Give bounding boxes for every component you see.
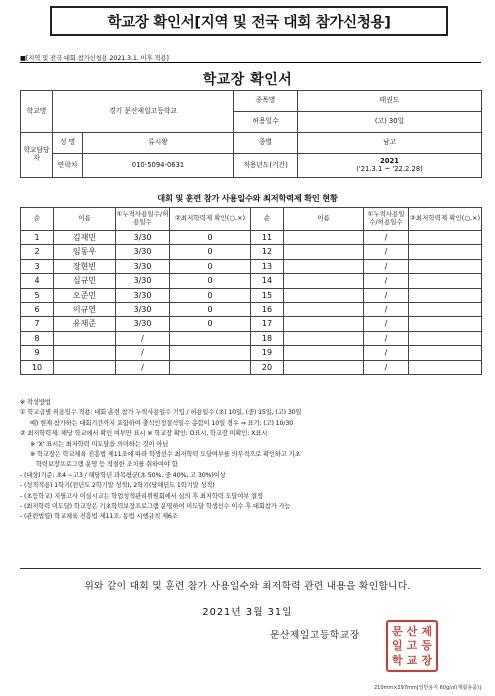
confirm-date: 2021년 3월 31일 [202,607,293,618]
school-label: 학교명 [21,91,53,133]
athlete-name [54,331,116,345]
days-used: 3/30 [116,302,170,316]
header-name: 이름 [54,208,116,231]
row-no: 8 [21,331,54,345]
confirm-statement: 위와 같이 대회 및 훈련 참가 사용일수와 최저학력 관련 내용을 확인합니다. [84,581,411,592]
days-used: 3/30 [116,274,170,288]
min-achievement [409,302,482,316]
note-2c: 학력보장프로그램 운영 등 적절한 조치를 취하여야 함 [36,461,178,469]
year-value: 2021 [380,156,399,165]
row-no: 6 [21,302,54,316]
year-label: 적용년도(기간) [234,154,298,178]
seal-char: 제 [421,624,432,638]
min-achievement: 0 [170,274,251,288]
days-used: / [364,288,409,302]
seal-char: 일 [392,639,403,653]
min-achievement [409,360,482,374]
athlete-name: 장현빈 [54,259,116,273]
days-used: 3/30 [116,245,170,259]
event-label: 종목명 [234,91,298,112]
section-title: 대회 및 훈련 참가 사용일수와 최저학력제 확인 현황 [157,193,338,203]
min-achievement [409,288,482,302]
min-achievement [409,245,482,259]
days-used: 3/30 [116,317,170,331]
min-achievement [409,274,482,288]
table-row [21,274,482,288]
note-2b: ※ 학교장은 학교체육 진흥법 제11조에 따라 학생선수 최저학력 도달여부를 의무적으로 확인하고 기초 [30,451,301,459]
header-days: ①누적사용일수/허용일수 [364,208,409,231]
table-row [21,331,482,345]
min-achievement: 0 [170,317,251,331]
athlete-name: 이규연 [54,302,116,316]
document-header-box [50,6,448,36]
school-value: 경기 문산제일고등학교 [53,91,234,133]
manager-label: 학교담당자 [21,133,53,178]
min-achievement [409,346,482,360]
allowed-days-value: (고) 30일 [298,112,482,133]
note-2a: ※ 'X' 표시는 최저학력 미도달을 의미하는 것이 아님 [30,440,169,448]
min-achievement: 0 [170,302,251,316]
seal-char: 고 [406,639,418,653]
note-detail-4: - (최저학력 미도달) 학교장은 기초학력보장프로그램 운영하여 미도달 학생선수 이수 후 대회참가 가능 [20,503,291,511]
allowed-days-label: 허용일수 [234,112,298,133]
note-detail-1: - (대상)기준: 초4 ~고3 / 해당학년 과목평균(초 50%, 중 40%, 고 30%)이상 [20,471,226,479]
row-no: 10 [21,360,54,374]
notes-divider [20,568,481,569]
header-no: 순 [21,208,54,231]
days-used: / [364,360,409,374]
athlete-name: 심규민 [54,274,116,288]
table-row [21,302,482,316]
row-no: 1 [21,231,54,245]
days-used: / [364,331,409,345]
period-value: ('21.3.1 ~ '22.2.28) [356,164,423,173]
min-achievement: 0 [170,231,251,245]
days-used: / [364,274,409,288]
athlete-name [284,245,364,259]
table-row [21,288,482,302]
row-no: 11 [251,231,284,245]
seal-char: 등 [421,639,432,653]
header-min: ②최저학력제 확인(○,×) [409,208,482,231]
row-no: 17 [251,317,284,331]
row-no: 15 [251,288,284,302]
athlete-name [284,346,364,360]
row-no: 20 [251,360,284,374]
form-subtitle: ■[지역 및 전국 대회 참가신청용 2021.3.1. 이후 적용] [20,55,169,62]
athlete-name [284,331,364,345]
row-no: 4 [21,274,54,288]
seal-char: 장 [421,654,432,668]
days-used: / [364,245,409,259]
days-used: / [364,302,409,316]
contact-label: 연락처 [53,154,83,178]
top-divider [20,62,481,63]
row-no: 3 [21,259,54,273]
header-box-title: 학교장 확인서[지역 및 전국 대회 참가신청용] [107,14,391,31]
min-achievement [409,317,482,331]
row-no: 19 [251,346,284,360]
header-min: ②최저학력제 확인(○,×) [170,208,251,231]
header-name: 이름 [284,208,364,231]
row-no: 16 [251,302,284,316]
notes-section [20,398,481,523]
min-achievement [170,346,251,360]
row-no: 2 [21,245,54,259]
row-no: 13 [251,259,284,273]
min-achievement [409,231,482,245]
table-row [21,245,482,259]
days-used: / [116,346,170,360]
seal-char: 산 [406,624,418,638]
page-title: 학교장 확인서 [202,72,293,88]
seal-char: 학 [392,654,403,668]
days-used: / [116,331,170,345]
athlete-name [284,360,364,374]
min-achievement [409,259,482,273]
athlete-name [284,231,364,245]
table-row [21,231,482,245]
header-days: ①누적사용일수/허용일수 [116,208,170,231]
event-value: 태권도 [298,91,482,112]
days-used: / [364,231,409,245]
official-seal [386,620,438,672]
athlete-name [284,274,364,288]
note-detail-2: - (성적적용) 1학기(전년도 2학기말 성적), 2학기(당해년도 1학기말 성적) [20,482,215,490]
seal-char: 교 [406,654,418,668]
min-achievement: 0 [170,288,251,302]
table-row [21,259,482,273]
min-achievement [409,331,482,345]
athlete-name [284,317,364,331]
name-label: 성 명 [53,133,83,154]
athlete-name: 오준민 [54,288,116,302]
days-used: / [364,259,409,273]
table-row [21,346,482,360]
page-footer: 210mm×297mm[일반용지 60g/㎡(재활용품)] [373,685,481,691]
days-used: / [116,360,170,374]
row-no: 5 [21,288,54,302]
note-detail-3: - (초등학교) 지필고사 미실시교는 학업성적관리위원회에서 심의 후 최저학력 도달여부 결정 [20,492,263,500]
year-cell [298,154,482,178]
days-used: 3/30 [116,259,170,273]
athlete-name [54,360,116,374]
note-detail-5: - (관련법령) 학교체육 진흥법 제11조, 동법 시행규칙 제6조 [20,513,178,521]
table-row [21,360,482,374]
days-used: / [364,346,409,360]
row-no: 9 [21,346,54,360]
table-row [21,317,482,331]
seal-char: 문 [392,624,403,638]
min-achievement: 0 [170,245,251,259]
row-no: 7 [21,317,54,331]
row-no: 14 [251,274,284,288]
row-no: 12 [251,245,284,259]
days-used: 3/30 [116,288,170,302]
note-2: ② 최저학력제: 해당 학교에서 확인 여부만 표시 ※ 학교장 확인: O표시, 학교장 미확인: X표시 [20,430,268,438]
days-used: / [364,317,409,331]
athlete-table [20,207,482,375]
header-no: 순 [251,208,284,231]
min-achievement [170,331,251,345]
gender-label: 종별 [234,133,298,154]
gender-value: 남고 [298,133,482,154]
note-1: ① 학교급별 허용일수 적용: 대회 훈련 참가 누적사용일수 기입 / 허용일수 (초) 10일, (중) 15일, (고) 30일 [20,409,302,417]
athlete-name [284,259,364,273]
min-achievement: 0 [170,259,251,273]
table-header-row [21,208,482,231]
min-achievement [170,360,251,374]
info-table [20,90,482,178]
athlete-name [284,302,364,316]
principal-signature: 문산제일고등학교장 [270,630,360,641]
notes-heading: ※ 작성방법 [20,399,51,406]
athlete-name [284,288,364,302]
name-value: 류시왕 [83,133,234,154]
days-used: 3/30 [116,231,170,245]
athlete-name: 김재민 [54,231,116,245]
note-1-example: 예) 현재 참가하는 대회기간까지 포함하여 출석인정결석일수 총합이 10일 경우 ⇒ 표기: (고) 10/30 [30,419,294,427]
row-no: 18 [251,331,284,345]
athlete-name: 유재준 [54,317,116,331]
athlete-name [54,346,116,360]
athlete-name: 임동우 [54,245,116,259]
contact-value: 010-5094-0631 [83,154,234,178]
